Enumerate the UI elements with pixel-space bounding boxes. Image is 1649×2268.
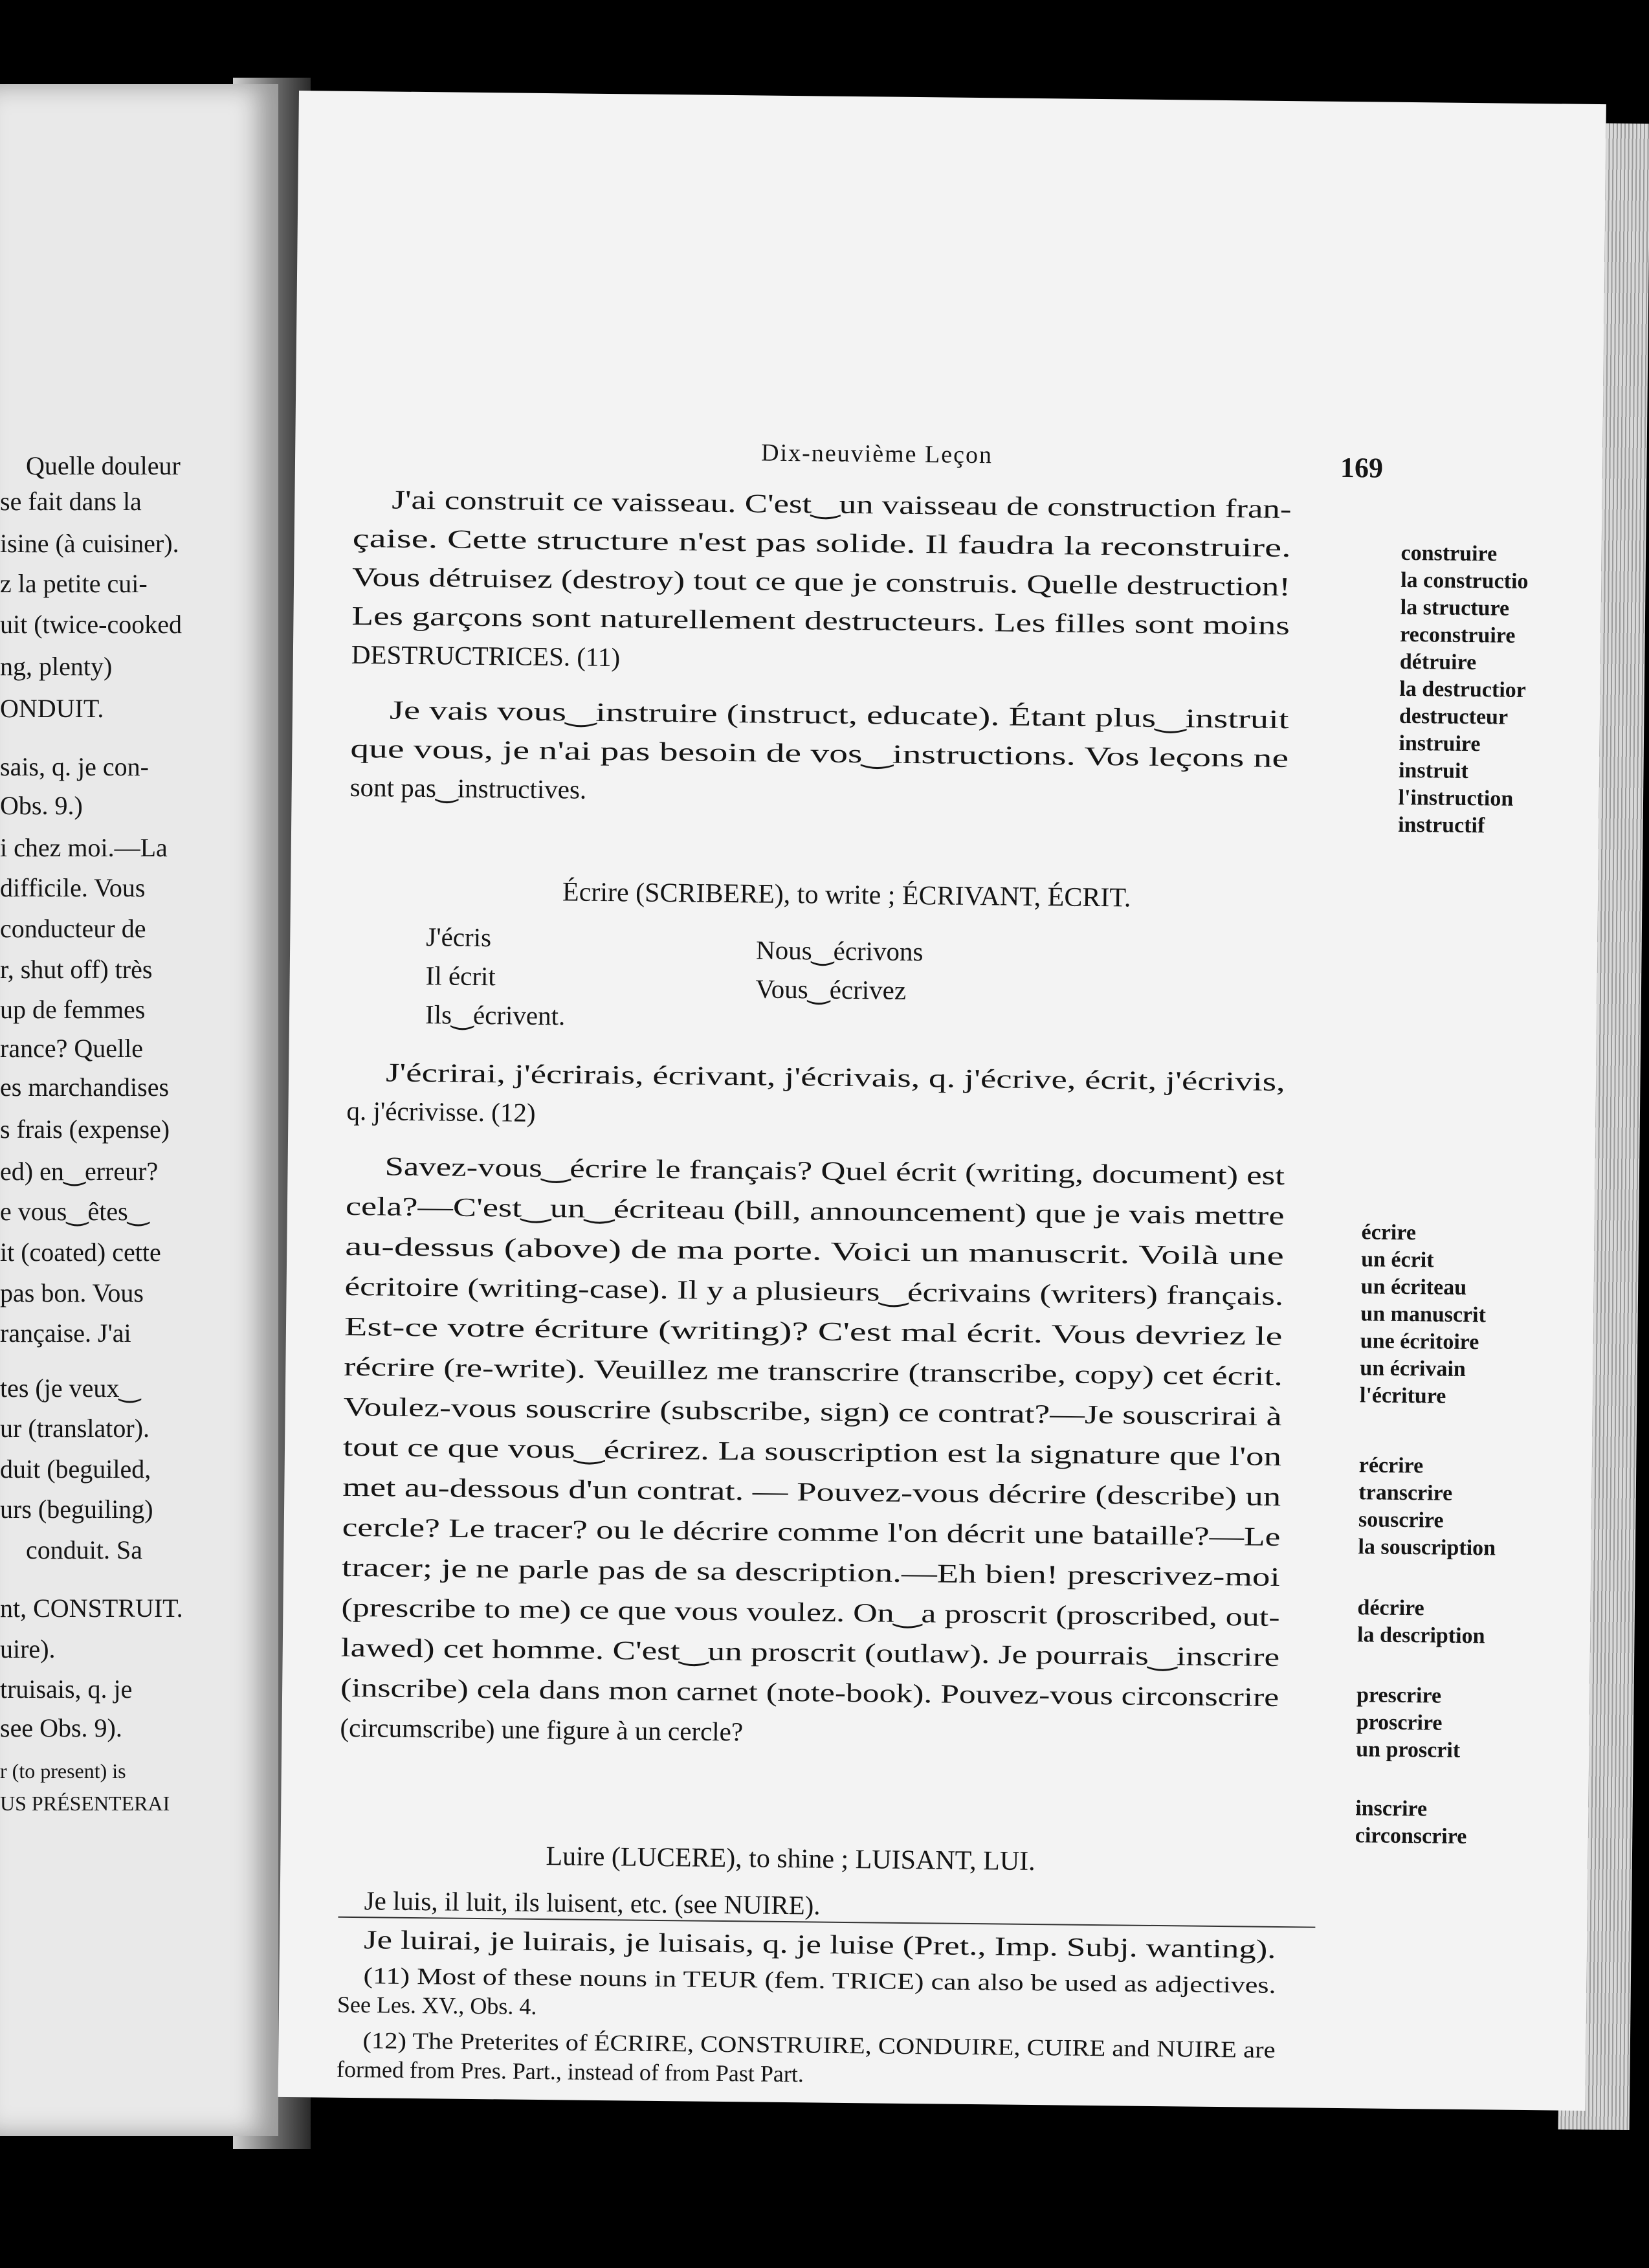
paragraph-line: met au-dessous d'un contrat. — Pouvez-vous décrire (describe) un — [342, 1471, 1281, 1512]
left-page-line: ng, plenty) — [0, 652, 113, 681]
right-page — [278, 91, 1606, 2111]
left-page-line: uit (twice-cooked — [0, 610, 182, 639]
left-page-line: duit (beguiled, — [0, 1454, 151, 1484]
margin-gloss: reconstruire — [1400, 622, 1516, 648]
left-page-line: see Obs. 9). — [0, 1713, 122, 1742]
paragraph-line: (inscribe) cela dans mon carnet (note-book). Pouvez-vous circonscrire — [340, 1672, 1279, 1712]
paragraph-line: lawed) cet homme. C'est‿un proscrit (outlaw). Je pourrais‿inscrire — [340, 1632, 1280, 1672]
left-page-line: rance? Quelle — [0, 1034, 143, 1063]
conjugation-line: Je luirai, je luirais, je luisais, q. je luise (Pret., Imp. Subj. wanting). — [363, 1924, 1276, 1964]
paragraph-line: sont pas‿instructives. — [349, 772, 587, 805]
margin-gloss: construire — [1400, 540, 1498, 566]
conjugation-form: J'écris — [426, 922, 492, 953]
paragraph-line: Vous détruisez (destroy) tout ce que je construis. Quelle destruction! — [351, 561, 1291, 602]
section-title: Écrire (SCRIBERE), to write ; ÉCRIVANT, ÉCRIT. — [562, 877, 1131, 913]
section-title: Luire (LUCERE), to shine ; LUISANT, LUI. — [546, 1841, 1035, 1877]
margin-gloss: la structure — [1400, 595, 1510, 621]
left-page-line: isine (à cuisiner). — [0, 529, 179, 558]
margin-gloss: la description — [1356, 1623, 1485, 1649]
page-number: 169 — [1340, 451, 1384, 484]
margin-gloss: l'écriture — [1359, 1383, 1446, 1408]
left-page-line: i chez moi.—La — [0, 833, 168, 862]
tense-line: q. j'écrivisse. (12) — [346, 1095, 536, 1128]
left-page-line: Quelle douleur — [26, 451, 181, 480]
margin-gloss: un écrivain — [1360, 1356, 1466, 1381]
left-page-line: conducteur de — [0, 914, 146, 943]
conjugation-form: Il écrit — [425, 961, 496, 992]
footnote-line: (12) The Preterites of ÉCRIRE, CONSTRUIRE, CONDUIRE, CUIRE and NUIRE are — [362, 2027, 1276, 2063]
left-page-line: Obs. 9.) — [0, 791, 83, 820]
margin-gloss: circonscrire — [1355, 1823, 1467, 1849]
margin-gloss: prescrire — [1356, 1683, 1442, 1708]
margin-gloss: instruire — [1399, 731, 1481, 757]
left-page-line: tes (je veux‿ — [0, 1373, 140, 1403]
left-page-line: truisais, q. je — [0, 1674, 133, 1704]
paragraph-line: cercle? Le tracer? ou le décrire comme l'on décrit une bataille?—Le — [342, 1511, 1281, 1551]
margin-gloss: proscrire — [1356, 1710, 1443, 1735]
margin-gloss: inscrire — [1355, 1796, 1428, 1821]
margin-gloss: la souscription — [1358, 1535, 1496, 1561]
left-page-line: rançaise. J'ai — [0, 1318, 131, 1348]
left-page — [0, 84, 278, 2136]
left-page-line: pas bon. Vous — [0, 1278, 144, 1307]
paragraph-line: Les garçons sont naturellement destructeurs. Les filles sont moins — [351, 600, 1290, 641]
paragraph-line: récrire (re-write). Veuillez me transcrire (transcribe, copy) cet écrit. — [344, 1351, 1283, 1392]
margin-gloss: détruire — [1399, 649, 1477, 675]
left-page-line: it (coated) cette — [0, 1238, 161, 1267]
tense-line: J'écrirai, j'écrirais, écrivant, j'écrivais, q. j'écrive, écrit, j'écrivis, — [385, 1057, 1286, 1097]
left-page-line: ed) en‿erreur? — [0, 1157, 159, 1186]
margin-gloss: transcrire — [1358, 1480, 1453, 1506]
paragraph-line: Est-ce votre écriture (writing)? C'est mal écrit. Vous devriez le — [344, 1311, 1283, 1351]
footnote-line: See Les. XV., Obs. 4. — [337, 1991, 537, 2020]
margin-gloss: une écritoire — [1360, 1329, 1479, 1355]
margin-gloss: un manuscrit — [1360, 1302, 1487, 1328]
conjugation-form: Vous‿écrivez — [755, 973, 907, 1005]
left-page-line: s frais (expense) — [0, 1115, 170, 1144]
paragraph-line: çaise. Cette structure n'est pas solide. Il faudra la reconstruire. — [352, 522, 1292, 563]
left-page-line: es marchandises — [0, 1073, 170, 1102]
conjugation-line: Je luis, il luit, ils luisent, etc. (see NUIRE). — [364, 1885, 821, 1920]
paragraph-line: tout ce que vous‿écrirez. La souscription est la signature que l'on — [342, 1431, 1282, 1472]
paragraph-line: écritoire (writing-case). Il y a plusieurs‿écrivains (writers) français. — [344, 1271, 1284, 1311]
footnote-line: formed from Pres. Part., instead of from Past Part. — [336, 2056, 804, 2087]
margin-gloss: l'instruction — [1398, 785, 1514, 811]
left-page-line: sais, q. je con- — [0, 752, 149, 781]
paragraph-line: Savez-vous‿écrire le français? Quel écrit (writing, document) est — [384, 1151, 1285, 1191]
left-page-line: nt, CONSTRUIT. — [0, 1594, 183, 1623]
left-page-line: se fait dans la — [0, 487, 142, 516]
left-page-line: difficile. Vous — [0, 873, 146, 902]
left-page-line: up de femmes — [0, 995, 146, 1024]
paragraph-line: cela?—C'est‿un‿écriteau (bill, announcement) que je vais mettre — [345, 1190, 1285, 1231]
paragraph-line: que vous, je n'ai pas besoin de vos‿instructions. Vos leçons ne — [350, 733, 1289, 773]
margin-gloss: récrire — [1358, 1453, 1424, 1478]
margin-gloss: un écrit — [1360, 1247, 1434, 1273]
margin-gloss: souscrire — [1358, 1507, 1444, 1533]
paragraph-line: Voulez-vous souscrire (subscribe, sign) ce contrat?—Je souscrirai à — [343, 1391, 1282, 1432]
left-page-line: e vous‿êtes‿ — [0, 1197, 149, 1226]
conjugation-form: Nous‿écrivons — [755, 935, 924, 967]
conjugation-form: Ils‿écrivent. — [425, 999, 566, 1031]
left-page-line: z la petite cui- — [0, 569, 148, 598]
paragraph-line: Je vais vous‿instruire (instruct, educate). Étant plus‿instruit — [389, 695, 1289, 735]
margin-gloss: un proscrit — [1356, 1737, 1461, 1762]
margin-gloss: la constructio — [1400, 568, 1529, 594]
paragraph-line: (circumscribe) une figure à un cercle? — [340, 1712, 744, 1747]
left-page-line: r, shut off) très — [0, 955, 153, 984]
left-page-line: US PRÉSENTERAI — [0, 1792, 170, 1815]
margin-gloss: destructeur — [1399, 704, 1509, 729]
footnote-line: (11) Most of these nouns in TEUR (fem. TRICE) can also be used as adjectives. — [363, 1962, 1276, 1998]
margin-gloss: un écriteau — [1360, 1274, 1467, 1300]
running-head: Dix-neuvième Leçon — [760, 439, 993, 469]
paragraph-line: DESTRUCTRICES. (11) — [351, 639, 621, 673]
paragraph-line: tracer; je ne parle pas de sa description.—Eh bien! prescrivez-moi — [341, 1551, 1280, 1592]
margin-gloss: décrire — [1357, 1595, 1424, 1621]
left-page-line: urs (beguiling) — [0, 1495, 153, 1524]
paragraph-line: J'ai construit ce vaisseau. C'est‿un vaisseau de construction fran- — [392, 484, 1292, 524]
left-page-line: conduit. Sa — [26, 1535, 142, 1564]
margin-gloss: instructif — [1398, 812, 1485, 838]
paragraph-line: au-dessus (above) de ma porte. Voici un manuscrit. Voilà une — [345, 1230, 1285, 1271]
left-page-line: uire). — [0, 1634, 56, 1663]
margin-gloss: écrire — [1361, 1220, 1417, 1245]
left-page-line: ur (translator). — [0, 1414, 150, 1443]
margin-gloss: instruit — [1398, 758, 1468, 783]
left-page-line: r (to present) is — [0, 1759, 126, 1783]
margin-gloss: la destructior — [1399, 676, 1527, 702]
paragraph-line: (prescribe to me) ce que vous voulez. On‿a proscrit (proscribed, out- — [341, 1592, 1280, 1632]
left-page-line: ONDUIT. — [0, 694, 104, 723]
